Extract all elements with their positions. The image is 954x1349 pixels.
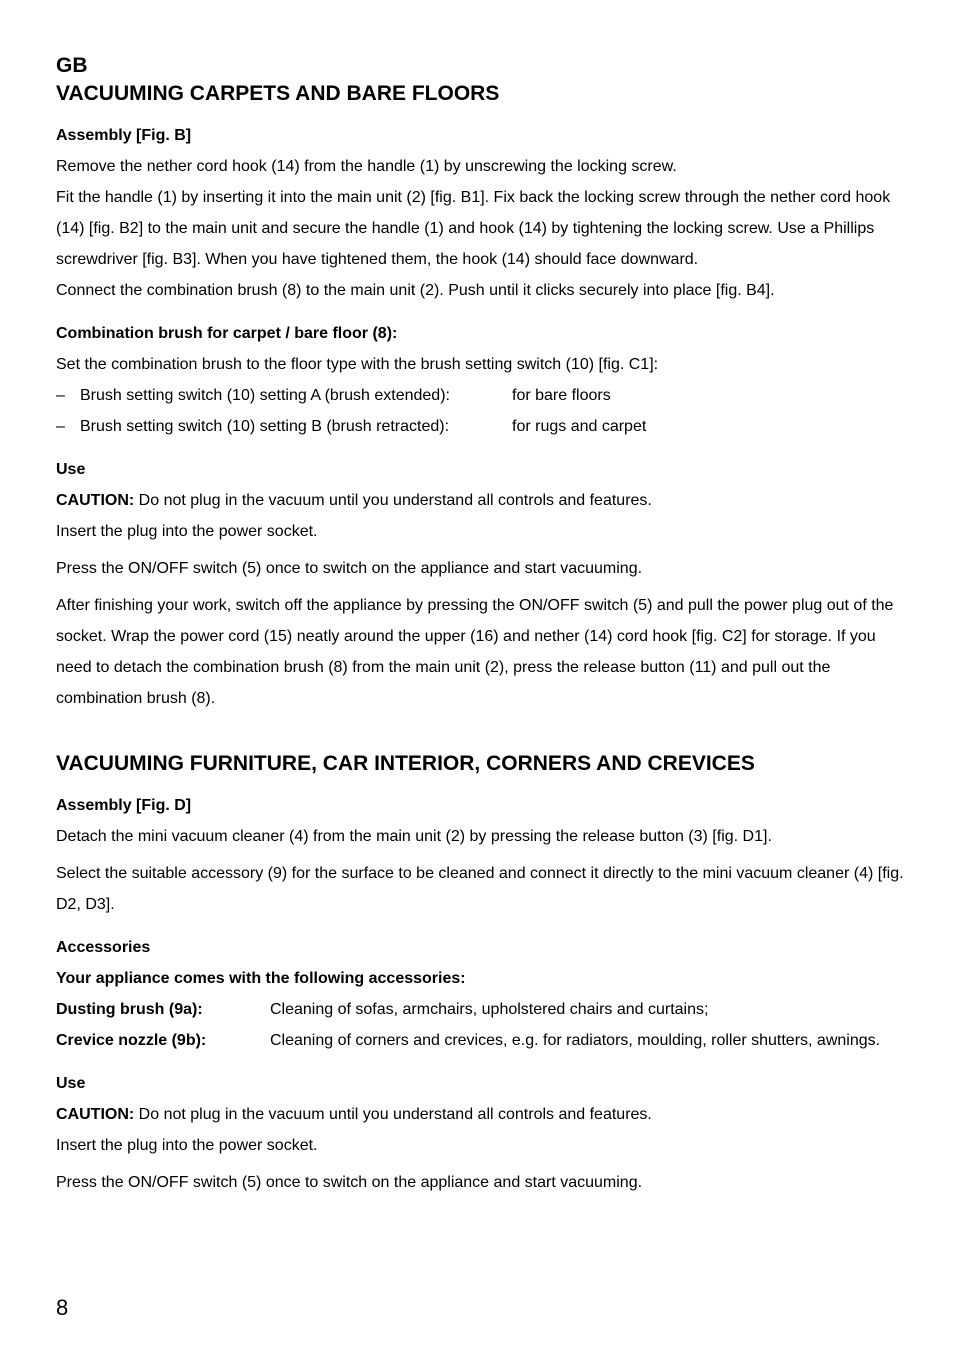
- use-1-step-1: Insert the plug into the power socket.: [56, 523, 318, 540]
- manual-page: [56, 52, 906, 1198]
- accessories-heading: Accessories: [56, 939, 151, 956]
- brush-setting-label: Brush setting switch (10) setting B (brush retracted):: [80, 418, 450, 435]
- section-title-carpets: VACUUMING CARPETS AND BARE FLOORS: [56, 82, 500, 105]
- accessory-item: [56, 1025, 906, 1056]
- assembly-b-step-1: Remove the nether cord hook (14) from the handle (1) by unscrewing the locking screw.: [56, 158, 677, 175]
- caution-text: Do not plug in the vacuum until you understand all controls and features.: [134, 1106, 652, 1123]
- list-dash: –: [56, 418, 65, 435]
- assembly-d-heading: Assembly [Fig. D]: [56, 797, 192, 814]
- accessory-name: Crevice nozzle (9b):: [56, 1032, 207, 1049]
- caution-1: [56, 485, 906, 516]
- page-number: 8: [56, 1295, 69, 1320]
- brush-intro: Set the combination brush to the floor type with the brush setting switch (10) [fig. C1]:: [56, 356, 659, 373]
- brush-setting-use: for bare floors: [512, 387, 611, 404]
- list-dash: –: [56, 387, 65, 404]
- brush-setting-item: [56, 380, 906, 411]
- section-title-furniture: VACUUMING FURNITURE, CAR INTERIOR, CORNERS AND CREVICES: [56, 752, 755, 775]
- brush-setting-label: Brush setting switch (10) setting A (brush extended):: [80, 387, 450, 404]
- use-1-step-3: After finishing your work, switch off the appliance by pressing the ON/OFF switch (5) and pull the power plug out of the socket. Wrap the power cord (15) neatly around the upper (16) and nether (14) cord hook [fig. C2] for storage. If you need to detach the combination brush (8) from the main unit (2), press the release button (11) and pull out the combination brush (8).: [56, 597, 894, 707]
- accessory-desc: Cleaning of sofas, armchairs, upholstered chairs and curtains;: [270, 1001, 709, 1018]
- use-2-step-2: Press the ON/OFF switch (5) once to switch on the appliance and start vacuuming.: [56, 1174, 643, 1191]
- language-code: GB: [56, 54, 88, 77]
- caution-text: Do not plug in the vacuum until you understand all controls and features.: [134, 492, 652, 509]
- accessory-item: [56, 994, 906, 1025]
- brush-heading: Combination brush for carpet / bare floor (8):: [56, 325, 398, 342]
- use-2-step-1: Insert the plug into the power socket.: [56, 1137, 318, 1154]
- accessory-desc: Cleaning of corners and crevices, e.g. for radiators, moulding, roller shutters, awnings.: [270, 1032, 881, 1049]
- use-1-step-2: Press the ON/OFF switch (5) once to switch on the appliance and start vacuuming.: [56, 560, 643, 577]
- caution-2: [56, 1099, 906, 1130]
- assembly-d-step-2: Select the suitable accessory (9) for the surface to be cleaned and connect it directly to the mini vacuum cleaner (4) [fig. D2, D3].: [56, 865, 904, 913]
- assembly-d-step-1: Detach the mini vacuum cleaner (4) from the main unit (2) by pressing the release button (3) [fig. D1].: [56, 828, 772, 845]
- assembly-b-heading: Assembly [Fig. B]: [56, 127, 192, 144]
- use-heading-2: Use: [56, 1075, 86, 1092]
- accessory-name: Dusting brush (9a):: [56, 1001, 203, 1018]
- brush-setting-item: [56, 411, 906, 442]
- caution-label: CAUTION:: [56, 492, 135, 509]
- accessories-intro: Your appliance comes with the following accessories:: [56, 970, 466, 987]
- assembly-b-step-2: Fit the handle (1) by inserting it into the main unit (2) [fig. B1]. Fix back the locking screw through the nether cord hook (14) [fig. B2] to the main unit and secure the handle (1) and hook (14) by tightening the locking screw. Use a Phillips screwdriver [fig. B3]. When you have tightened them, the hook (14) should face downward.: [56, 189, 891, 268]
- caution-label: CAUTION:: [56, 1106, 135, 1123]
- use-heading-1: Use: [56, 461, 86, 478]
- brush-setting-use: for rugs and carpet: [512, 418, 647, 435]
- assembly-b-step-3: Connect the combination brush (8) to the main unit (2). Push until it clicks securely into place [fig. B4].: [56, 282, 775, 299]
